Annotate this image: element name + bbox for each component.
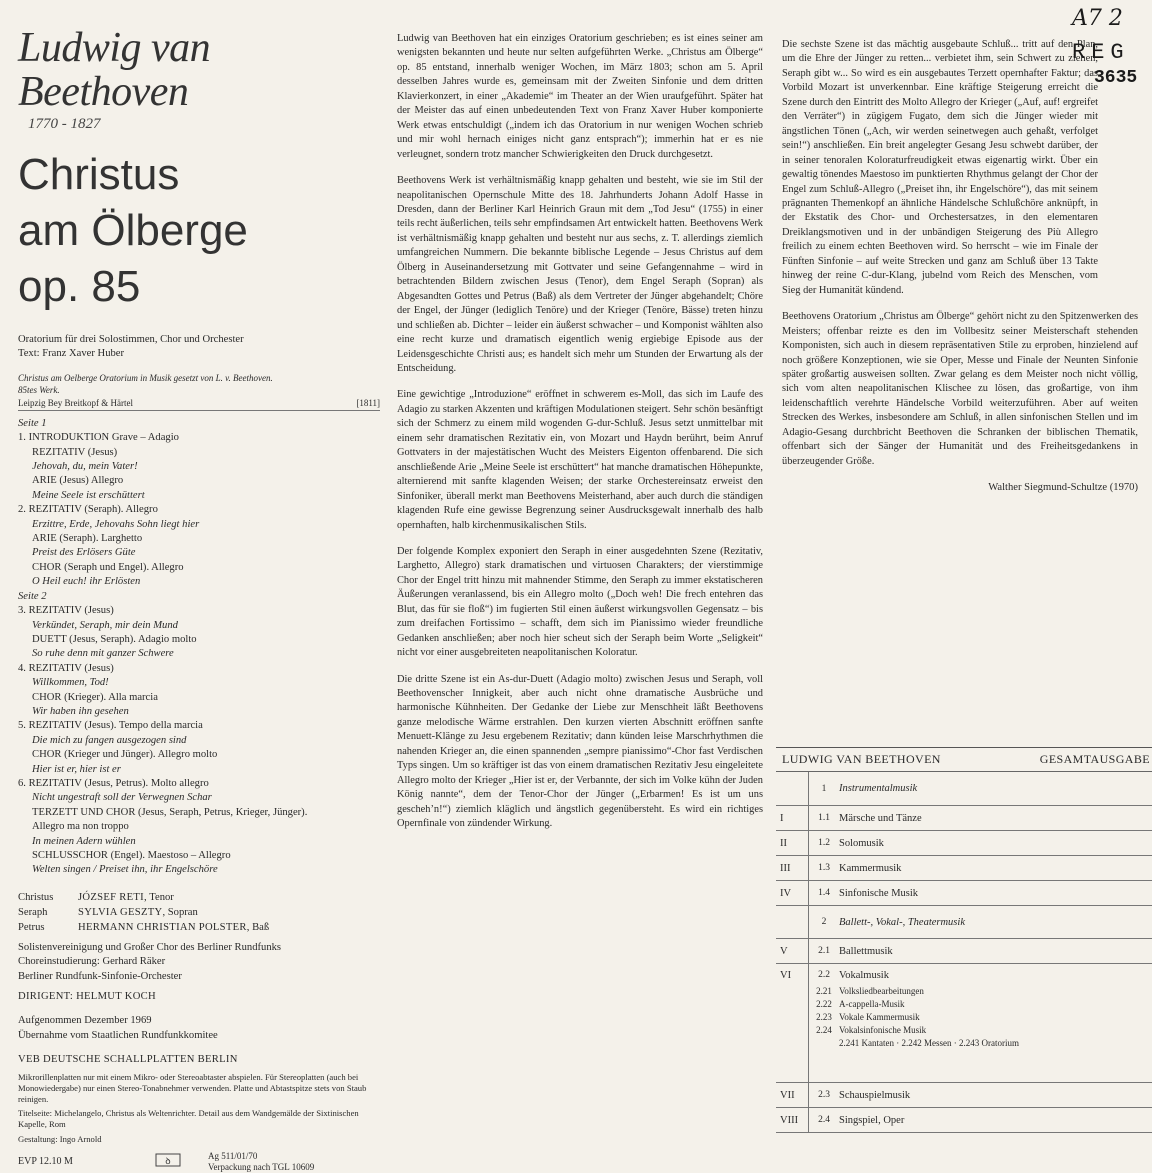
program-item: SCHLUSSCHOR (Engel). Maestoso – Allegro (32, 850, 231, 861)
index-number: 2.1 (818, 946, 830, 956)
cast-voice: Tenor (149, 891, 174, 903)
index-roman: II (776, 831, 809, 855)
program-item: Hier ist er, hier ist er (32, 763, 121, 775)
recording-info (18, 1014, 380, 1043)
index-number: 2.3 (818, 1090, 830, 1100)
edition-note (18, 372, 380, 411)
cast-singer: SYLVIA GESZTY (78, 906, 163, 918)
index-label-text: Solomusik (839, 837, 884, 849)
program-item: In meinen Adern wühlen (32, 835, 136, 847)
index-row (776, 964, 1152, 1083)
index-roman: VIII (776, 1108, 809, 1132)
index-label (839, 838, 1152, 849)
cast-role: Seraph (18, 906, 48, 918)
recorded-line: Aufgenommen Dezember 1969 (18, 1015, 152, 1027)
cast-role: Christus (18, 891, 54, 903)
index-label (839, 917, 1152, 928)
index-label (839, 813, 1152, 824)
program-item: 3. REZITATIV (Jesus) (18, 605, 114, 617)
index-label (839, 1090, 1152, 1101)
index-roman: IV (776, 881, 809, 905)
index-roman: VI (776, 964, 809, 1082)
index-label (839, 888, 1152, 899)
program-item: CHOR (Seraph und Engel). Allegro (32, 561, 184, 573)
cover-note: Titelseite: Michelangelo, Christus als Weltenrichter. Detail aus dem Wandgemälde der Sixtinischen Kapelle, Rom (18, 1108, 359, 1130)
index-label-text: Sinfonische Musik (839, 887, 919, 899)
index-row (776, 939, 1152, 964)
index-header (776, 748, 1152, 772)
ag-number: Ag 511/01/70 (208, 1150, 258, 1161)
packaging-norm: Verpackung nach TGL 10609 (208, 1161, 315, 1172)
index-label-text: Vokalmusik (839, 970, 889, 981)
index-number: 1.1 (818, 813, 830, 823)
reg-number-stamp: 3635 (1094, 68, 1138, 88)
index-roman: V (776, 939, 809, 963)
work-title-line-2: am Ölberge (18, 206, 248, 255)
edition-line: 85tes Werk. (18, 384, 60, 395)
paragraph: Eine gewichtige „Introduzione“ eröffnet in schwerem es-Moll, das sich im Laufe des Adagio zu starken Akzenten und kräftigen Modulationen steigert. Sehr schön besänftigt sich der Schmerz zu einem mild wogenden G-dur-Schluß. Jesus setzt unmittelbar mit einem sehr dramatischen Rezitativ ein, von Mozart und Haydn berührt, beim Anruf Gottvaters in der majestätischen Wucht des Meisters Eigenton offenbarend. Die sich anschließende Arie „Meine Seele ist erschüttert“ hat manche dramatischen Höhepunkte, alternierend mit sanfte klagenden Weisen; der starke Orchestereinsatz erweist den Sinfoniker, überall merkt man Beethovens Meisterhand, aber auch durch die ständigen klagenden Rufe eine gewisse Begrenzung seiner Ausdrucksgewalt innerhalb des halb opernhaften, halb kirchenmusikalischen Stils. (397, 389, 763, 531)
composer-name: Ludwig van Beethoven (18, 25, 211, 115)
paragraph: Der folgende Komplex exponiert den Seraph in einer ausgedehnten Szene (Rezitativ, Larghetto, Allegro) stark dramatischen und virtuosen Charakters; der vierstimmige Chor der Engel tritt hinzu mit mahnender Stimme, den Seraph zu immer ekstatischeren Äußerungen veranlassend, bis ein Allegro molto („Doch weh! Die frech entehren das Blut, das für sie floß“) im fugierten Stil einen äußerst wirkungsvollen Gegensatz – bis zum dreifachen Fortissimo – schafft, dem sich im Pianissimo wieder freundliche Gedanken anschließen; aber noch hier scheut sich der Seraph beim Worte „Seligkeit“ nicht vor einer ausgebreiteten neapolitanischen Koloratur. (397, 545, 763, 659)
design-credit: Gestaltung: Ingo Arnold (18, 1133, 102, 1144)
cast-row: Petrus HERMANN CHRISTIAN POLSTER , Baß (18, 921, 270, 933)
index-row (776, 856, 1152, 881)
complete-edition-index (776, 747, 1152, 1133)
handwritten-stamp: A7 2 (1072, 6, 1123, 31)
program-item: Welten singen / Preiset ihn, ihr Engelschöre (32, 864, 218, 876)
index-row (776, 1083, 1152, 1108)
publisher-year: [1811] (356, 397, 380, 408)
paragraph: Beethovens Werk ist verhältnismäßig knapp gehalten und besteht, wie sie im Stil der neapolitanischen Opernschule Mitte des 18. Jahrhunderts Johann Adolf Hasse in Dresden, dann der Berliner Karl Heinrich Graun mit dem „Tod Jesu“ (1755) in einer teils recht äußerlichen, teils sehr empfindsamen Art entwickelt hatten. Beethovens Werk ist verhältnismäßig knapp gehalten und besteht nur aus sechs, z. T. allerdings ziemlich umfangreichen Nummern. Die bekannte biblische Legende – Jesus Christus auf dem Ölberg in Auseinandersetzung mit Gottvater und seine Gefangennahme – wird in betrachtenden Bildern zwischen Jesus (Tenor), dem Engel Seraph (Sopran) als Abgesandten Gottes und Petrus (Baß) als dem Vertreter der Jünger abgehandelt; Chöre der Engel, der Jünger (lediglich Tenöre) und der Krieger (Tenöre, Bässe) treten hinzu und schließen ab. Dichter – leider ein äußerst schwacher – und Komponist wählten also eine recht kurze und dramatisch eigentlich wenig ergiebige Episode aus der Leidensgeschichte Christi aus; es handelt sich mehr um Stunden der Erwartung als der Entscheidung. (397, 175, 763, 374)
index-number: 1.4 (818, 888, 830, 898)
index-label (839, 863, 1152, 874)
index-subitem-oratorio: 2.241 Kantaten · 2.242 Messen · 2.243 Oratorium (839, 1038, 1019, 1048)
program-item: ARIE (Jesus) Allegro (32, 475, 124, 487)
ensemble-line: Choreinstudierung: Gerhard Räker (18, 956, 166, 968)
program-item: Die mich zu fangen ausgezogen sind (32, 734, 187, 746)
program-item: DUETT (Jesus, Seraph). Adagio molto (32, 633, 197, 645)
program-item: CHOR (Krieger). Alla marcia (32, 691, 158, 703)
cast-role: Petrus (18, 921, 45, 933)
publisher: Leipzig Bey Breitkopf & Härtel (18, 397, 133, 408)
cast-list (18, 890, 380, 935)
program-item: Erzittre, Erde, Jehovahs Sohn liegt hier (32, 518, 200, 530)
index-subitem: 2.24 Vokalsinfonische Musik (816, 1025, 927, 1035)
fine-print (18, 1072, 380, 1145)
cast-row: Seraph SYLVIA GESZTY , Sopran (18, 906, 198, 918)
index-header-right: GESAMTAUSGABE (1039, 752, 1150, 766)
left-column (18, 0, 380, 1173)
composer-years: 1770 - 1827 (28, 116, 101, 132)
index-label-text: Ballettmusik (839, 945, 893, 957)
index-subitem: 2.23 Vokale Kammermusik (816, 1012, 920, 1022)
index-number: 2 (821, 917, 827, 927)
program-item: 2. REZITATIV (Seraph). Allegro (18, 504, 158, 516)
index-label (839, 946, 1152, 957)
edition-line: Christus am Oelberge Oratorium in Musik gesetzt von L. v. Beethoven. (18, 372, 273, 383)
index-label (839, 783, 1152, 794)
cast-singer: HERMANN CHRISTIAN POLSTER (78, 921, 247, 933)
index-number: 1.3 (818, 863, 830, 873)
program-item: Verkündet, Seraph, mir dein Mund (32, 619, 178, 631)
program-item: 4. REZITATIV (Jesus) (18, 662, 114, 674)
index-roman (776, 772, 809, 805)
program-item: 6. REZITATIV (Jesus, Petrus). Molto allegro (18, 777, 209, 789)
catalog-number: EVP 12.10 M (18, 1156, 73, 1168)
program-item: Allegro ma non troppo (32, 821, 129, 833)
cast-voice: Baß (252, 921, 270, 933)
work-title-line-3: op. 85 (18, 262, 141, 311)
program-item: TERZETT UND CHOR (Jesus, Seraph, Petrus, Krieger, Jünger). (32, 806, 308, 818)
author-signature: Walther Siegmund-Schultze (1970) (988, 482, 1138, 494)
middle-column (397, 0, 763, 844)
subtitle (18, 333, 380, 362)
index-roman: III (776, 856, 809, 880)
right-column (782, 0, 1138, 495)
paragraph: Die sechste Szene ist das mächtig ausgebaute Schluß... tritt auf den Plan, um die Ehre der Jünger zu retten... verbietet ihm, sein Schwert zu ziehen, Seraph gibt w... So wird es ein ausgebautes Terzett opernhafter Faktur; das Vorbild Mozart ist unverkennbar. Eine kräftige Steigerung erreicht die Szene durch den Eintritt des Molto Allegro der Krieger („Auf, auf! ergreifet den Verräter“) in zügigem Fugato, dem sich die Jünger wieder mit ängstlichen Tönen („Ach, wir werden seinetwegen auch gehaßt, verfolget sein!“) anschließen. Ein breit angelegter Gesang Jesu schwebt darüber, der in seiner tenoralen Koloraturfreudigkeit etwas eigenartig wirkt. Über ein gewaltig tönendes Maestoso im punktierten Rhythmus gelangt der Chor der Engel zum Schluß-Allegro („Preiset ihn, ihr Engelschöre“), das mit seinem prägnanten Themenkopf an ähnliche Händelsche Schlußchöre anknüpft, in der Ekstatik des Chor- und Orchestersatzes, in den elementaren Dreiklangsmotiven und in der unbändigen Steigerung des Più Allegro freilich zu einem echten Beethoven wird. So herrscht – wie im Finale der Fünften Sinfonie – auf weite Strecken und ganz am Schluß über 13 Takte hinweg der reine C-dur-Klang, jubelnd vom Reich des Menschen, vom Sieg der Humanität kündend. (782, 39, 1098, 296)
index-label-text: Märsche und Tänze (839, 812, 922, 824)
program-item: 1. INTRODUKTION Grave – Adagio (18, 432, 179, 444)
program-item: Meine Seele ist erschüttert (32, 489, 145, 501)
reg-stamp: REG (1072, 40, 1130, 65)
index-number: 1 (821, 783, 827, 794)
index-row (776, 806, 1152, 831)
index-row (776, 772, 1152, 806)
svg-text:ꝺ: ꝺ (165, 1156, 171, 1167)
index-row (776, 881, 1152, 906)
program-side-label: Seite 2 (18, 590, 47, 602)
index-label-text: Singspiel, Oper (839, 1114, 905, 1126)
program-side-label: Seite 1 (18, 417, 47, 429)
program-item: Nicht ungestraft soll der Verwegnen Schar (32, 792, 212, 804)
program-item: Wir haben ihn gesehen (32, 705, 129, 717)
program-item: REZITATIV (Jesus) (32, 446, 118, 458)
index-rows (776, 772, 1152, 1133)
cast-row: Christus JÓZSEF RETI , Tenor (18, 891, 174, 903)
paragraph: Ludwig van Beethoven hat ein einziges Oratorium geschrieben; es ist eines seiner am wenigsten bekannten und heute nur selten aufgeführten Werke. „Christus am Ölberge“ op. 85 entstand, innerhalb weniger Wochen, im März 1803; schon am 5. April desselben Jahres wurde es, gemeinsam mit der Zweiten Sinfonie und dem dritten Klavierkonzert, in einer „Akademie“ im Theater an der Wien uraufgeführt. Später hat der Meister das auf einen unbedeutenden Text von Franz Xaver Huber komponierte Werk etwas entschuldigt („indem ich das Oratorium in nur wenigen Wochen schrieb und mir wohl hernach einiges nicht ganz entsprach“); immerhin hat er es nie verleugnet, sondern trotz mancher Schwierigkeiten den Druck durchgesetzt. (397, 33, 763, 160)
index-number: 2.4 (818, 1115, 830, 1125)
program-item: Jehovah, du, mein Vater! (32, 461, 138, 473)
program-item: CHOR (Krieger und Jünger). Allegro molto (32, 749, 218, 761)
text-author: Text: Franz Xaver Huber (18, 348, 125, 360)
program-item: Willkommen, Tod! (32, 677, 109, 689)
index-header-left: LUDWIG VAN BEETHOVEN (782, 752, 941, 766)
index-roman: I (776, 806, 809, 830)
ensemble-line: Solistenvereinigung und Großer Chor des Berliner Rundfunks (18, 941, 282, 953)
index-label-text: Kammermusik (839, 862, 902, 874)
conductor: DIRIGENT: HELMUT KOCH (18, 991, 156, 1003)
program-item: Preist des Erlösers Güte (32, 547, 136, 559)
catalog-line (18, 1151, 380, 1173)
index-label (816, 964, 1152, 1050)
work-title (18, 147, 380, 315)
ensembles (18, 941, 380, 984)
program-item: ARIE (Seraph). Larghetto (32, 533, 143, 545)
index-subitem: 2.22 A-cappella-Musik (816, 999, 905, 1009)
program-item: O Heil euch! ihr Erlösten (32, 576, 141, 588)
program-item: So ruhe denn mit ganzer Schwere (32, 648, 174, 660)
index-label-text: Ballett-, Vokal-, Theatermusik (839, 916, 965, 928)
index-row (776, 1108, 1152, 1133)
index-row (776, 831, 1152, 856)
program-list (18, 417, 380, 878)
cast-voice: Sopran (167, 906, 198, 918)
ensemble-line: Berliner Rundfunk-Sinfonie-Orchester (18, 970, 182, 982)
index-roman (776, 906, 809, 938)
index-number: 1.2 (818, 838, 830, 848)
label-logo (148, 1152, 208, 1171)
index-number: 2.2 (818, 970, 830, 980)
index-subitem: 2.21 Volksliedbearbeitungen (816, 986, 924, 996)
cast-singer: JÓZSEF RETI (78, 891, 144, 903)
index-label-text: Schauspielmusik (839, 1089, 911, 1101)
subtitle-line: Oratorium für drei Solostimmen, Chor und Orchester (18, 334, 244, 345)
index-label (839, 1115, 1152, 1126)
playback-note: Mikrorillenplatten nur mit einem Mikro- oder Stereoabtaster abspielen. Für Stereoplatten (auch bei Monowiedergabe) nur einen Stereo-Tonabnehmer verwenden. Platte und Abtastspitze stets von Staub reinigen. (18, 1071, 367, 1105)
recorded-line: Übernahme vom Staatlichen Rundfunkkomitee (18, 1029, 218, 1041)
index-label-text: Instrumentalmusik (839, 783, 918, 794)
work-title-line-1: Christus (18, 150, 180, 199)
index-row (776, 906, 1152, 939)
program-item: 5. REZITATIV (Jesus). Tempo della marcia (18, 720, 203, 732)
paragraph: Beethovens Oratorium „Christus am Ölberge“ gehört nicht zu den Spitzenwerken des Meisters; offenbar reizte es den im Vollbesitz seiner Meisterschaft stehenden Komponisten, sich auch in diesem repräsentativen Stile zu erproben, hinzielend auf noch größere Konzeptionen, wie sie Oper, Messe und Finale der Neunten Sinfonie später großartig ausweisen sollten. Zwar gelang es dem Meister noch nicht völlig, sich vom alten neapolitanischen Klischee zu lösen, das großartige, von ihm leidenschaftlich verehrte Händelsche Vorbild weiterzuführen. Aber auf weiten Strecken des Werkes, insbesondere am Schluß, in allen sinfonischen Stellen und im Adagio-Gesang durchbricht Beethoven die Schranken der biblischen Thematik, offenbart sich der Sänger der Humanität und des Freiheitsgedankens in überzeugender Größe. (782, 311, 1138, 467)
record-label: VEB DEUTSCHE SCHALLPLATTEN BERLIN (18, 1054, 238, 1066)
index-roman: VII (776, 1083, 809, 1107)
paragraph: Die dritte Szene ist ein As-dur-Duett (Adagio molto) zwischen Jesus und Seraph, voll Beethovenscher Innigkeit, aber auch nicht ohne dramatische Ausbrüche und harmonische Kühnheiten. Der Gedanke der Liebe zur Menschheit läßt Beethovens ganze melodische Wärme erstrahlen. Den kurzen vierten Abschnitt eröffnen sanfte Menuett-Klänge zu Jesu ergebenem Rezitativ; dann künden leise Marschrhythmen die nahenden Krieger an, die einen spannenden „sempre pianissimo“-Chor fast Verdischen Typs singen. Um so kräftiger ist das von einem dramatischen Rezitativ Jesu eingeleitete Allegro molto der Krieger „Hier ist er, der Verbannte, der sich im Volke kühn der Juden König nannte“, dem der Tenor-Chor der Jünger („Erbarmen! Es ist um uns gescheh’n!“) ziemlich kläglich und ängstlich gegenübersteht. Es wird ein richtiges Opernfinale von zündender Wirkung. (397, 673, 763, 830)
